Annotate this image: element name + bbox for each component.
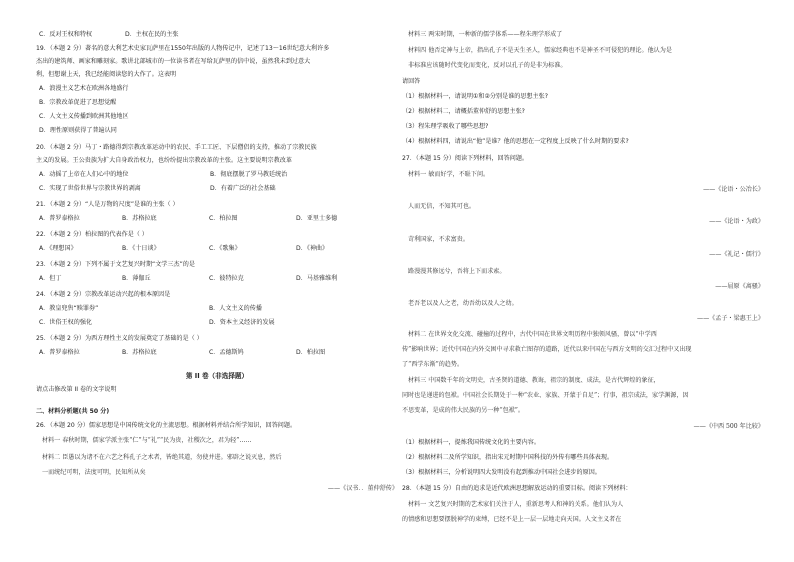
q19-option-b: B．宗教改革促进了思想觉醒 [39, 99, 117, 106]
q27-quote-2: 人而无信，不知其可也。 [408, 203, 476, 210]
q23-option-a: A．但丁 [39, 275, 62, 282]
q19-option-a: A．浪漫主义艺术在欧洲各地盛行 [39, 85, 129, 92]
q24-option-b: B．人文主义的传播 [209, 305, 262, 312]
right-column [402, 0, 764, 562]
q27-quote-1-source: ——《论语・公冶长》 [703, 186, 764, 193]
q20-option-b: B．彻底摆脱了罗马教廷统治 [210, 171, 288, 178]
q26-material-three: 材料三 两宋时期，一种新的儒学体系——程朱理学形成了 [408, 31, 563, 38]
q25-option-c: C．孟德斯鸠 [209, 349, 244, 356]
q23-option-b: B．薄伽丘 [122, 275, 151, 282]
q19-stem-line-3: 利，但想谢上天，我已经能阅读您的大作了。这表明 [36, 71, 177, 78]
q18-option-d: D．主权在民的主张 [125, 31, 179, 38]
q22-stem: 22．（本题 2 分）柏拉图的代表作是（ ） [36, 231, 148, 238]
q27-quote-4-source: ——屈原《离骚》 [715, 283, 764, 290]
q27-stem: 27．（本题 15 分）阅读下列材料，回答问题。 [402, 155, 529, 162]
q25-stem: 25．（本题 2 分）为西方理性主义的发展奠定了基础的是（ ） [36, 335, 203, 342]
q27-question-3: （3）根据材料三，分析说明四大发明没有起到推动中国社会进步的原因。 [402, 469, 601, 476]
q28-stem: 28．（本题 15 分）自由的追求是近代欧洲思想解放运动的重要目标。阅读下列材料： [402, 485, 632, 492]
q20-option-d: D．有着广泛的社会基础 [210, 185, 276, 192]
q24-option-c: C．世俗王权的强化 [39, 319, 93, 326]
q27-quote-5-source: ——《孟子・梁惠王上》 [696, 315, 764, 322]
q24-stem: 24．（本题 2 分）宗教改革运动兴起的根本原因是 [36, 291, 171, 298]
q18-option-c: C．反对王权和特权 [39, 31, 93, 38]
q20-option-c: C．实现了世俗世界与宗教世界的剥离 [39, 185, 141, 192]
q27-material-three-line-2: 同时也是递进的包袱。中国社会长期处于一种“农业、家族、开蒙于自足”；行事，祖宗成法，家学渊源，因 [402, 392, 689, 399]
q23-option-d: D．马基雅维利 [296, 275, 338, 282]
q27-question-2: （2）根据材料二及所学知识，指出宋元时期中国科技的外传有哪些具体表现。 [402, 454, 614, 461]
q26-question-4: （4）根据材料四，请说出“他”是谁？他的思想在一定程度上反映了什么时期的要求? [402, 138, 629, 145]
q20-stem-line-2: 主义的发展。王公贵族为扩大自身政治权力，也纷纷提出宗教改革的主张。这主要说明宗教改革 [36, 157, 292, 164]
q24-option-d: D．资本主义经济的发展 [209, 319, 275, 326]
q25-option-a: A．普罗泰格拉 [39, 349, 80, 356]
q28-material-one-line-2: 的情感和思想要摆脱神学的束缚，已经不是上一层一层地走向天国。人文主义者在 [402, 516, 622, 523]
q27-question-1: （1）根据材料一，提炼我国传统文化的主要内容。 [402, 439, 540, 446]
q20-option-a: A．动摇了上帝在人们心中的地位 [39, 171, 129, 178]
section-title: 第 II 卷（非选择题） [185, 372, 249, 380]
q19-stem-line-1: 19．（本题 2 分）著名的意大利艺术史家瓦萨里在1550年出版的人物传记中，记述了13～16世纪意大利许多 [36, 45, 330, 52]
section-note: 请点击修改第 II 卷的文字说明 [36, 386, 117, 393]
q26-question-2: （2）根据材料二，请概括董仲舒的思想主张? [402, 108, 525, 115]
q26-material-two-line-2: 一而统纪可明，法度可明，民知所从矣 [42, 469, 146, 476]
q25-option-d: D．柏拉图 [296, 349, 326, 356]
part-two-heading: 二、材料分析题(共 50 分) [36, 408, 110, 415]
q27-material-two-line-2: 传”影响世界；近代中国在内外交困中寻求救亡图存的道路，近代以来中国在与西方文明的交汇过程中又出现 [402, 346, 692, 353]
q27-quote-1: 材料一 敏而好学，不耻下问。 [408, 171, 490, 178]
q23-stem: 23．（本题 2 分）下列不属于文艺复兴时期“文学三杰”的是 [36, 261, 195, 268]
q19-option-c: C．人文主义传播到欧洲其他地区 [39, 113, 129, 120]
q22-option-c: C．《歌集》 [209, 245, 241, 252]
q19-stem-line-2: 杰出的建筑师、画家和雕刻家。歌讲北部城市的一位读书者在写给瓦萨里的信中说，虽然我未到过意大 [36, 58, 311, 65]
q26-material-one: 材料一 春秋时期，儒家学派主张“仁”与“礼”“民为贵，社稷次之，君为轻”…… [42, 437, 252, 444]
q27-quote-2-source: ——《论语・为政》 [709, 218, 764, 225]
q22-option-a: A．《理想国》 [39, 245, 77, 252]
q22-option-d: D．《神曲》 [296, 245, 329, 252]
q26-material-two-source: ——《汉书．．董仲舒传》 [327, 485, 398, 492]
q26-question-1: （1）根据材料一，请说明①和②分别是谁的思想主张? [402, 93, 549, 100]
q28-material-one-line-1: 材料一 文艺复兴时期的艺术家们关注于人，重新思考人和神的关系。他们认为人 [408, 501, 624, 508]
q26-question-3: （3）程朱理学吸收了哪些思想? [402, 123, 489, 130]
q22-option-b: B．《十日谈》 [122, 245, 160, 252]
q20-stem-line-1: 20．（本题 2 分）马丁・路德得到宗教改革运动中的农民、手工工匠、下层僧侣的支持，推动了宗教民族 [36, 144, 317, 151]
q21-option-c: C．柏拉图 [209, 215, 238, 222]
q21-stem: 21．（本题 2 分）“人是万物的尺度”是谁的主张（ ） [36, 201, 179, 208]
q25-option-b: B．苏格拉底 [122, 349, 157, 356]
q23-option-c: C．彼特拉克 [209, 275, 244, 282]
q27-material-three-line-3: 不思变革，是成的伟大民族的另一种“包袱”。 [402, 407, 525, 414]
q27-quote-4: 路漫漫其修远兮，吾将上下而求索。 [408, 268, 506, 275]
q27-quote-3: 苛利国家，不求富贵。 [408, 236, 469, 243]
left-column [36, 0, 398, 562]
q27-quote-5: 老吾老以及人之老，幼吾幼以及人之幼。 [408, 300, 518, 307]
q27-quote-3-source: ——《礼记・儒行》 [709, 251, 764, 258]
q27-material-two-line-3: 了“西学东渐”的趋势。 [402, 361, 464, 368]
q21-option-d: D．亚里士多德 [296, 215, 338, 222]
q24-option-a: A．教皇兜售“赎罪券” [39, 305, 99, 312]
q27-material-three-source: ——《中西 500 年比较》 [693, 423, 764, 430]
answer-prompt: 请回答 [402, 78, 421, 85]
q26-stem: 26．（本题 20 分）儒家思想是中国传统文化的主流思想。根据材料并结合所学知识，回答问题。 [36, 422, 297, 429]
q27-material-three-line-1: 材料三 中国数千年的文明史，古圣贤的道德、教诲，祖宗的制度、成法，是古代辉煌的象征， [408, 377, 660, 384]
q21-option-b: B．苏格拉底 [122, 215, 157, 222]
q26-material-four-line-1: 材料四 他否定神与上帝，指出孔子不是天生圣人，儒家经典也不是神圣不可侵犯的理论。他认为是 [408, 47, 672, 54]
q26-material-four-line-2: 非标准应该随时代变化而变化，反对以孔子的是非为标准。 [408, 62, 567, 69]
q19-option-d: D．理性原则获得了普遍认同 [39, 127, 117, 134]
q26-material-two-line-1: 材料二 臣愚以为诸不在六艺之科孔子之术者，皆绝其道，勿使并进。邪辟之说灭息，然后 [42, 454, 282, 461]
q27-material-two-line-1: 材料二 在世界文化交流、碰撞的过程中，古代中国在世界文明历程中独领风骚，曾以“中学西 [408, 331, 657, 338]
q21-option-a: A．普罗泰格拉 [39, 215, 80, 222]
